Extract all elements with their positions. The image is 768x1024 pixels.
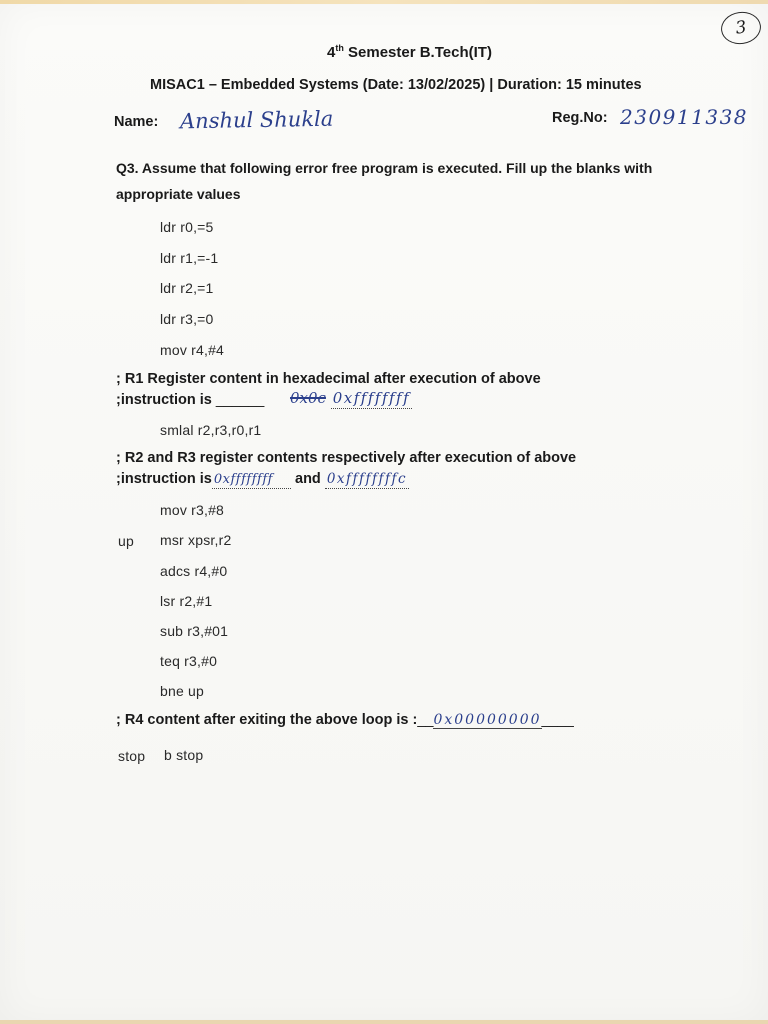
and-word: and bbox=[295, 471, 321, 487]
code-line-ldr-r2: ldr r2,=1 bbox=[160, 280, 214, 296]
page-number-circle: 3 bbox=[719, 9, 763, 46]
r4-blank-lead: __ bbox=[417, 712, 434, 728]
r2-answer: 0xffffffff bbox=[212, 472, 291, 489]
code-line-ldr-r3: ldr r3,=0 bbox=[160, 311, 214, 327]
r2r3-question-line-1: ; R2 and R3 register contents respectively after execution of above bbox=[116, 450, 577, 466]
reg-label: Reg.No: bbox=[552, 110, 608, 126]
course-line: MISAC1 – Embedded Systems (Date: 13/02/2025) | Duration: 15 minutes bbox=[150, 77, 642, 93]
code-line-teq: teq r3,#0 bbox=[160, 653, 218, 669]
paper-top-edge bbox=[0, 0, 768, 4]
question-line-1: Q3. Assume that following error free program is executed. Fill up the blanks with bbox=[116, 160, 653, 176]
r1-answer bbox=[290, 389, 412, 409]
semester-rest: Semester B.Tech(IT) bbox=[343, 44, 492, 61]
r4-question-prefix: ; R4 content after exiting the above loop is : bbox=[116, 712, 418, 728]
r1-question-line-1: ; R1 Register content in hexadecimal after execution of above bbox=[116, 371, 541, 387]
code-line-lsr: lsr r2,#1 bbox=[160, 593, 213, 609]
paper-bottom-edge bbox=[0, 1020, 768, 1024]
r4-answer: 0x00000000 bbox=[433, 712, 542, 728]
r1-answer-value: 0xffffffff bbox=[332, 389, 411, 407]
code-line-b-stop: b stop bbox=[164, 747, 204, 763]
name-value: Anshul Shukla bbox=[179, 106, 334, 134]
r1-question-prefix: ;instruction is bbox=[116, 392, 216, 408]
code-line-ldr-r0: ldr r0,=5 bbox=[160, 219, 214, 235]
semester-suffix: th bbox=[335, 43, 344, 53]
reg-value: 230911338 bbox=[620, 105, 749, 129]
r1-question-line-2 bbox=[116, 392, 264, 408]
name-label: Name: bbox=[114, 114, 159, 130]
label-up: up bbox=[118, 533, 134, 549]
semester-heading bbox=[327, 44, 492, 61]
code-line-smlal: smlal r2,r3,r0,r1 bbox=[160, 422, 262, 438]
code-line-msr: msr xpsr,r2 bbox=[160, 532, 232, 548]
code-line-ldr-r1: ldr r1,=-1 bbox=[160, 250, 219, 266]
code-line-bne: bne up bbox=[160, 683, 205, 699]
semester-number: 4 bbox=[327, 44, 336, 61]
code-line-mov-r4: mov r4,#4 bbox=[160, 342, 225, 358]
label-stop: stop bbox=[118, 748, 146, 764]
r1-struck-answer: 0x0c bbox=[290, 389, 326, 407]
r1-blank-lead: ______ bbox=[215, 392, 265, 408]
r2r3-question-prefix: ;instruction is bbox=[116, 471, 212, 487]
question-line-2: appropriate values bbox=[116, 186, 241, 202]
r4-question bbox=[116, 712, 574, 728]
r4-blank-tail: ____ bbox=[541, 712, 574, 728]
code-line-sub: sub r3,#01 bbox=[160, 623, 229, 639]
r2r3-question-line-2 bbox=[116, 471, 409, 489]
code-line-mov-r3: mov r3,#8 bbox=[160, 502, 225, 518]
code-line-adcs: adcs r4,#0 bbox=[160, 563, 228, 579]
r3-answer: 0xffffffffc bbox=[326, 471, 408, 487]
